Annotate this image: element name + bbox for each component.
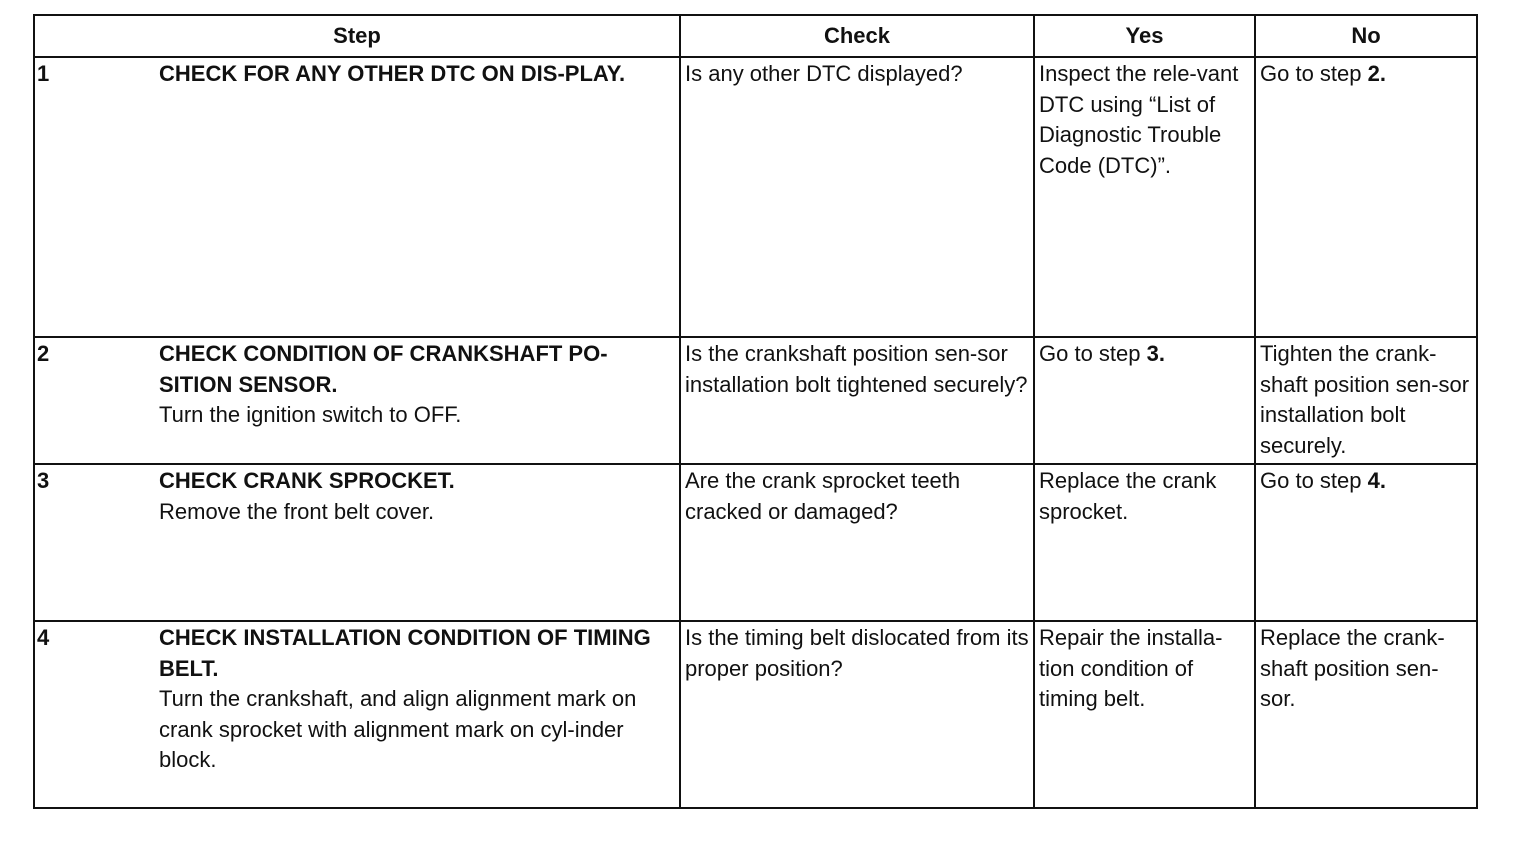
yes-text: Go to step <box>1039 341 1147 366</box>
no-cell: Replace the crank-shaft position sen-sor. <box>1255 621 1477 808</box>
check-cell: Is any other DTC displayed? <box>680 57 1034 337</box>
header-row <box>34 15 1477 57</box>
no-text: Go to step <box>1260 61 1368 86</box>
header-no: No <box>1255 15 1477 57</box>
step-number: 4 <box>37 625 50 650</box>
step-title: CHECK FOR ANY OTHER DTC ON DIS-PLAY. <box>159 61 626 86</box>
step-instruction: Remove the front belt cover. <box>159 498 435 524</box>
step-cell <box>34 621 680 808</box>
check-cell: Is the timing belt dislocated from its proper position? <box>680 621 1034 808</box>
table-row <box>34 57 1477 337</box>
header-yes: Yes <box>1034 15 1255 57</box>
check-cell: Are the crank sprocket teeth cracked or damaged? <box>680 464 1034 621</box>
step-cell <box>34 464 680 621</box>
table-row <box>34 464 1477 621</box>
no-step-ref: 2. <box>1367 61 1386 86</box>
no-cell <box>1255 57 1477 337</box>
no-cell <box>1255 464 1477 621</box>
step-title: CHECK CRANK SPROCKET. <box>159 468 455 493</box>
step-title: CHECK INSTALLATION CONDITION OF TIMING BELT. <box>159 625 651 681</box>
no-cell: Tighten the crank-shaft position sen-sor installation bolt securely. <box>1255 337 1477 464</box>
step-instruction: Turn the crankshaft, and align alignment mark on crank sprocket with alignment mark on cyl-inder block. <box>159 686 637 772</box>
yes-cell <box>1034 337 1255 464</box>
table-row <box>34 337 1477 464</box>
step-number: 1 <box>37 61 50 86</box>
yes-cell: Inspect the rele-vant DTC using “List of Diagnostic Trouble Code (DTC)”. <box>1034 57 1255 337</box>
diagnostic-table <box>33 14 1478 809</box>
no-step-ref: 4. <box>1367 468 1386 493</box>
yes-cell: Replace the crank sprocket. <box>1034 464 1255 621</box>
step-number: 2 <box>37 341 50 366</box>
yes-cell: Repair the installa-tion condition of timing belt. <box>1034 621 1255 808</box>
step-cell <box>34 57 680 337</box>
header-check: Check <box>680 15 1034 57</box>
step-instruction: Turn the ignition switch to OFF. <box>159 402 462 427</box>
header-step: Step <box>34 15 680 57</box>
step-number: 3 <box>37 468 50 493</box>
yes-step-ref: 3. <box>1146 341 1165 366</box>
step-title: CHECK CONDITION OF CRANKSHAFT PO-SITION SENSOR. <box>159 341 608 397</box>
check-cell: Is the crankshaft position sen-sor installation bolt tightened securely? <box>680 337 1034 464</box>
step-cell <box>34 337 680 464</box>
table-row <box>34 621 1477 808</box>
no-text: Go to step <box>1260 468 1368 493</box>
